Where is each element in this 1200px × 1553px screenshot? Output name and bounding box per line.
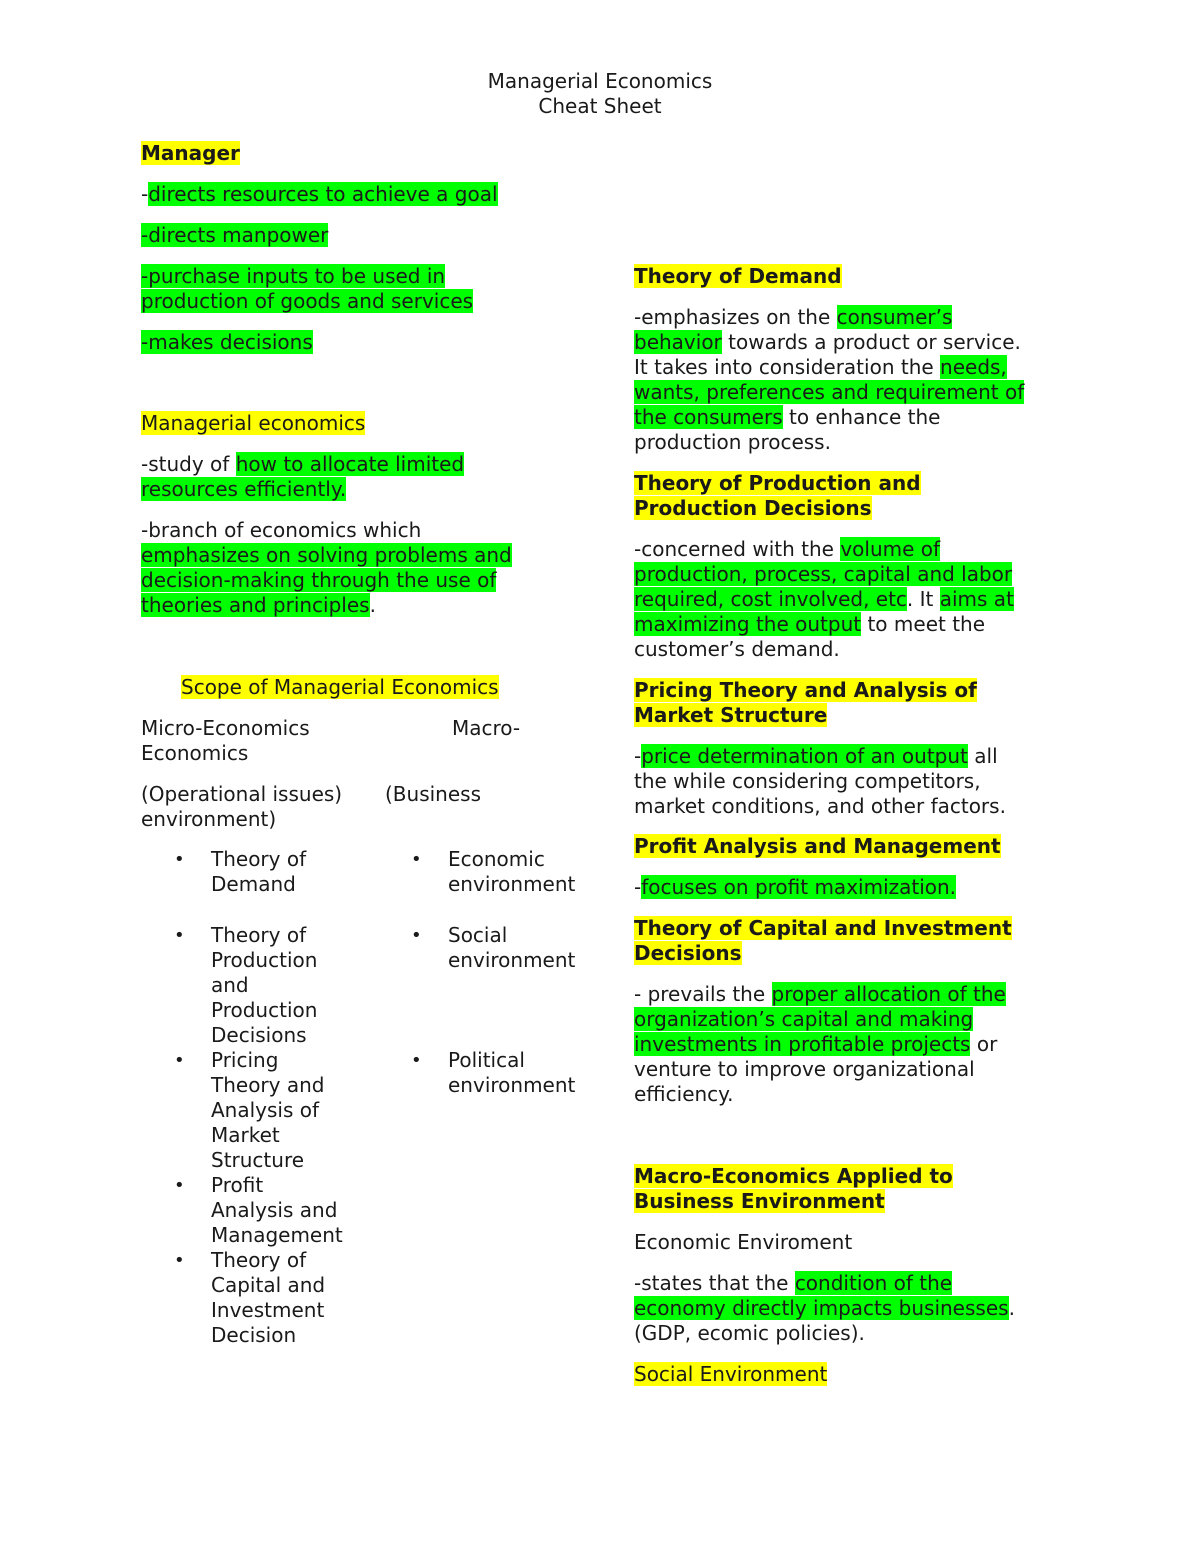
macro-item: • Social environment <box>411 923 576 972</box>
macro-item: • Economic environment <box>411 847 576 896</box>
theory-of-production-heading: Theory of Production and Production Decisions <box>634 471 921 520</box>
micro-item: • Profit Analysis and Management <box>174 1173 343 1247</box>
scope-micro-label: Micro-Economics Economics <box>141 716 310 765</box>
bullet-icon: • <box>174 1250 185 1271</box>
bullet-icon: • <box>174 849 185 870</box>
scope-macro-label: Macro- <box>452 716 521 740</box>
scope-operational-label: (Operational issues) environment) <box>141 782 343 831</box>
micro-item: • Theory of Demand <box>174 847 307 896</box>
profit-analysis-body: -focuses on profit maximization. <box>634 875 957 899</box>
scope-heading: Scope of Managerial Economics <box>181 675 499 699</box>
capital-investment-heading: Theory of Capital and Investment Decisions <box>634 916 1012 965</box>
theory-of-demand-body: -emphasizes on the consumer’s behavior towards a product or service. It takes into consideration the needs, wants, preferences and requirement of the consumers to enhance the production process. <box>634 305 1025 454</box>
bullet-icon: • <box>174 1175 185 1196</box>
capital-investment-body: - prevails the proper allocation of the organization’s capital and making investments in profitable projects or venture to improve organizational efficiency. <box>634 982 1006 1106</box>
macro-item: • Political environment <box>411 1048 576 1097</box>
theory-of-demand-heading: Theory of Demand <box>634 264 842 288</box>
profit-analysis-heading: Profit Analysis and Management <box>634 834 1001 858</box>
economic-environment-subheading: Economic Enviroment <box>634 1230 853 1254</box>
micro-item: • Theory of Production and Production Decisions <box>174 923 318 1047</box>
manager-item-1: -directs resources to achieve a goal <box>141 182 498 206</box>
bullet-icon: • <box>174 925 185 946</box>
title-line-2: Cheat Sheet <box>538 94 662 118</box>
managerial-economics-def-1: -study of how to allocate limited resources efficiently. <box>141 452 465 501</box>
managerial-economics-heading: Managerial economics <box>141 411 366 435</box>
scope-business-label: (Business <box>385 782 481 806</box>
manager-item-4: -makes decisions <box>141 330 313 354</box>
manager-heading: Manager <box>141 141 240 165</box>
pricing-theory-body: -price determination of an output all the while considering competitors, market conditions, and other factors. <box>634 744 1006 818</box>
bullet-icon: • <box>411 849 422 870</box>
manager-item-3: -purchase inputs to be used in production of goods and services <box>141 264 474 313</box>
micro-item: • Pricing Theory and Analysis of Market Structure <box>174 1048 325 1172</box>
macro-applied-heading: Macro-Economics Applied to Business Environment <box>634 1164 953 1213</box>
document-title <box>0 69 1200 119</box>
bullet-icon: • <box>411 925 422 946</box>
managerial-economics-def-2: -branch of economics which emphasizes on solving problems and decision-making through the use of theories and principles. <box>141 518 512 617</box>
manager-item-2: -directs manpower <box>141 223 329 247</box>
bullet-icon: • <box>174 1050 185 1071</box>
theory-of-production-body: -concerned with the volume of production, process, capital and labor required, cost involved, etc. It aims at maximizing the output to meet the customer’s demand. <box>634 537 1014 661</box>
pricing-theory-heading: Pricing Theory and Analysis of Market Structure <box>634 678 977 727</box>
bullet-icon: • <box>411 1050 422 1071</box>
economic-environment-body: -states that the condition of the economy directly impacts businesses. (GDP, ecomic policies). <box>634 1271 1015 1345</box>
title-line-1: Managerial Economics <box>487 69 713 93</box>
micro-item: • Theory of Capital and Investment Decision <box>174 1248 326 1347</box>
social-environment-subheading: Social Environment <box>634 1362 828 1386</box>
